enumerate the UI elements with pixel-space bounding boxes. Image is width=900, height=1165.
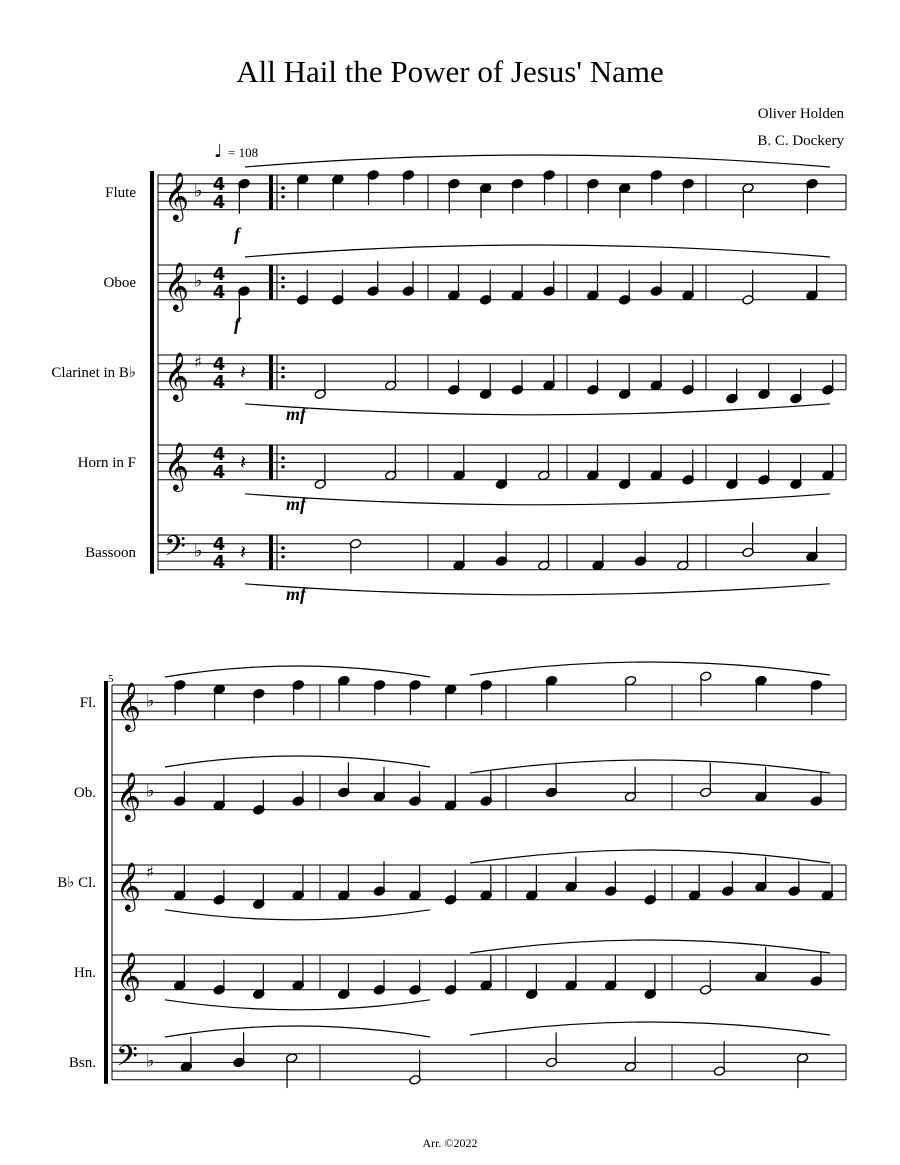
- treble-clef: 𝄞: [116, 951, 141, 1000]
- slur: [165, 666, 430, 677]
- slur: [165, 910, 430, 920]
- slur: [245, 584, 830, 595]
- repeat-dot: [281, 186, 285, 190]
- slur: [470, 662, 830, 675]
- repeat-dot: [281, 555, 285, 559]
- bass-clef: 𝄢: [164, 530, 186, 570]
- tempo-note: ♩: [214, 141, 223, 162]
- time-signature-bottom: 4: [212, 282, 226, 303]
- repeat-dot: [281, 546, 285, 550]
- slur: [470, 760, 830, 773]
- instrument-short-name: B♭ Cl.: [57, 875, 96, 891]
- score-title: All Hail the Power of Jesus' Name: [236, 54, 664, 89]
- instrument-name: Bassoon: [85, 545, 136, 561]
- repeat-dot: [281, 195, 285, 199]
- slur: [245, 155, 830, 167]
- repeat-dot: [281, 375, 285, 379]
- dynamic-marking: f: [234, 223, 240, 244]
- time-signature-top: 4: [212, 354, 226, 375]
- slur: [165, 1026, 430, 1037]
- quarter-rest: 𝄽: [240, 540, 247, 564]
- system-2: [57, 662, 846, 1088]
- dynamic-marking: mf: [286, 583, 306, 604]
- dynamic-marking: f: [234, 313, 240, 334]
- repeat-dot: [281, 465, 285, 469]
- dynamic-marking: mf: [286, 403, 306, 424]
- key-signature-sharp: ♯: [194, 352, 202, 372]
- key-signature-flat: ♭: [194, 270, 203, 292]
- time-signature-bottom: 4: [212, 372, 226, 393]
- instrument-name: Flute: [105, 185, 136, 201]
- time-signature-bottom: 4: [212, 462, 226, 483]
- key-signature-flat: ♭: [194, 180, 203, 202]
- composer: Oliver Holden: [757, 106, 844, 122]
- repeat-dot: [281, 366, 285, 370]
- slur: [470, 850, 830, 863]
- treble-clef: 𝄞: [116, 771, 141, 820]
- repeat-dot: [281, 276, 285, 280]
- time-signature-top: 4: [212, 534, 226, 555]
- key-signature-flat: ♭: [146, 780, 155, 802]
- repeat-dot: [281, 285, 285, 289]
- treble-clef: 𝄞: [164, 351, 189, 400]
- bass-clef: 𝄢: [116, 1040, 138, 1080]
- slur: [470, 1022, 830, 1035]
- slur: [165, 1000, 430, 1010]
- instrument-name: Oboe: [103, 275, 136, 291]
- treble-clef: 𝄞: [164, 171, 189, 220]
- arranger: B. C. Dockery: [757, 133, 844, 149]
- key-signature-flat: ♭: [146, 690, 155, 712]
- dynamic-marking: mf: [286, 493, 306, 514]
- footer-copyright: Arr. ©2022: [422, 1136, 478, 1150]
- instrument-short-name: Ob.: [73, 785, 96, 801]
- key-signature-flat: ♭: [146, 1050, 155, 1072]
- time-signature-bottom: 4: [212, 192, 226, 213]
- quarter-rest: 𝄽: [240, 360, 247, 384]
- key-signature-sharp: ♯: [146, 862, 154, 882]
- tempo-value: = 108: [228, 145, 259, 160]
- time-signature-top: 4: [212, 174, 226, 195]
- instrument-name: Clarinet in B♭: [51, 365, 136, 381]
- key-signature-flat: ♭: [194, 540, 203, 562]
- instrument-name: Horn in F: [77, 455, 136, 471]
- treble-clef: 𝄞: [116, 681, 141, 730]
- treble-clef: 𝄞: [116, 861, 141, 910]
- system-1: [51, 141, 846, 604]
- treble-clef: 𝄞: [164, 261, 189, 310]
- instrument-short-name: Hn.: [73, 965, 96, 981]
- instrument-short-name: Fl.: [79, 695, 96, 711]
- slur: [245, 245, 830, 257]
- slur: [165, 756, 430, 767]
- time-signature-bottom: 4: [212, 552, 226, 573]
- slur: [245, 404, 830, 415]
- instrument-short-name: Bsn.: [68, 1055, 96, 1071]
- time-signature-top: 4: [212, 444, 226, 465]
- quarter-rest: 𝄽: [240, 450, 247, 474]
- slur: [470, 940, 830, 953]
- time-signature-top: 4: [212, 264, 226, 285]
- slur: [245, 494, 830, 505]
- repeat-dot: [281, 456, 285, 460]
- treble-clef: 𝄞: [164, 441, 189, 490]
- measure-number: 5: [108, 673, 114, 685]
